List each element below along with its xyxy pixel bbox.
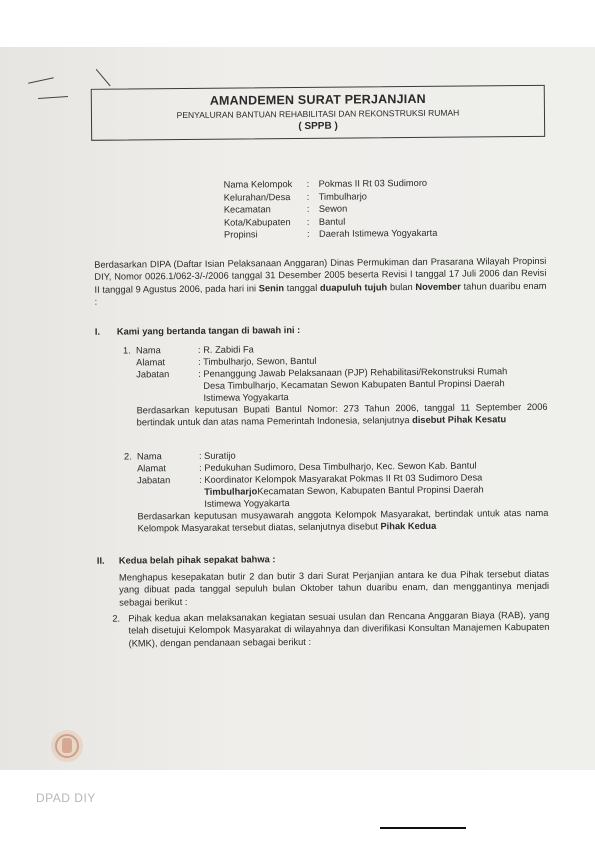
document-body xyxy=(0,47,595,770)
info-value: Sewon xyxy=(318,203,348,214)
group-info: Nama Kelompok : Pokmas II Rt 03 Sudimoro Kelurahan/Desa : Timbulharjo Kecamatan : Sewon Kota/Kabupaten : Bantul Propinsi : Daerah Istimewa Yogyakarta xyxy=(223,177,438,240)
document-title: AMANDEMEN SURAT PERJANJIAN xyxy=(209,91,426,108)
info-value: Pokmas II Rt 03 Sudimoro xyxy=(318,177,428,189)
document-abbreviation: ( SPPB ) xyxy=(298,120,338,133)
title-box xyxy=(91,85,545,141)
footer-watermark: DPAD DIY xyxy=(36,791,96,805)
party-1: 1. Nama : R. Zabidi Fa Alamat : Timbulharjo, Sewon, Bantul Jabatan : Penanggung Jawab Pelaksanaan (PJP) Rehabilitasi/Rekonstruksi Rumah Desa Timbulharjo, Kecamatan Sewon Kabupaten Bantul Propinsi Daerah Istimewa Yogyakarta Berdasarkan keputusan Bupati Bantul Nomor: 273 Tahun 2006, tanggal 11 September 2006 bertindak untuk dan atas nama Pemerintah Indonesia, selanjutnya disebut Pihak Kesatu xyxy=(122,344,548,428)
agreement-paragraph: Menghapus kesepakatan butir 2 dan butir 3 dari Surat Perjanjian antara ke dua Pihak tersebut diatas yang dibuat pada tanggal sepuluh bulan Oktober tahun duaribu enam, dan menggantinya menjadi sebagai berikut : xyxy=(118,568,550,608)
section-1-heading: I. Kami yang bertanda tangan di bawah ini : xyxy=(94,324,301,337)
bottom-line xyxy=(380,827,466,829)
info-label: Kota/Kabupaten xyxy=(223,216,291,228)
document-subtitle: PENYALURAN BANTUAN REHABILITASI DAN REKONSTRUKSI RUMAH xyxy=(176,107,460,121)
info-label: Nama Kelompok xyxy=(223,179,293,190)
info-label: Propinsi xyxy=(223,229,258,240)
intro-paragraph: Berdasarkan DIPA (Daftar Isian Pelaksanaan Anggaran) Dinas Permukiman dan Prasarana Wilayah Propinsi DIY, Nomor 0026.1/062-3/-/2006 tanggal 31 Desember 2005 beserta Revisi I tanggal 17 Juli 2006 dan Revisi II tanggal 9 Agustus 2006, pada hari ini Senin tanggal duapuluh tujuh bulan November tahun duaribu enam : xyxy=(94,255,547,307)
item-2: 2. Pihak kedua akan melaksanakan kegiatan sesuai usulan dan Rencana Anggaran Biaya (RAB), yang telah disetujui Kelompok Masyarakat di wilayahnya dan diverifikasi Konsultan Manajemen Kabupaten (KMK), dengan pendanaan sebagai berikut : xyxy=(112,609,550,649)
info-label: Kelurahan/Desa xyxy=(223,191,291,203)
info-value: Daerah Istimewa Yogyakarta xyxy=(318,227,438,239)
government-seal-logo xyxy=(48,726,86,766)
info-value: Bantul xyxy=(318,216,346,227)
info-label: Kecamatan xyxy=(223,204,271,215)
section-2-heading: II. Kedua belah pihak sepakat bahwa : xyxy=(96,554,276,566)
party-2: 2. Nama : Suratijo Alamat : Pedukuhan Sudimoro, Desa Timbulharjo, Kec. Sewon Kab. Bantul Jabatan : Koordinator Kelompok Masyarakat Pokmas II Rt 03 Sudimoro Desa Timbulharjo Kecamatan Sewon, Kabupaten Bantul Propinsi Daerah Istimewa Yogyakarta Berdasarkan keputusan musyawarah anggota Kelompok Masyarakat, bertindak untuk atas nama Kelompok Masyarakat tersebut diatas, selanjutnya disebut Pihak Kedua xyxy=(123,450,549,534)
scanned-page xyxy=(0,47,595,770)
info-value: Timbulharjo xyxy=(318,190,367,202)
